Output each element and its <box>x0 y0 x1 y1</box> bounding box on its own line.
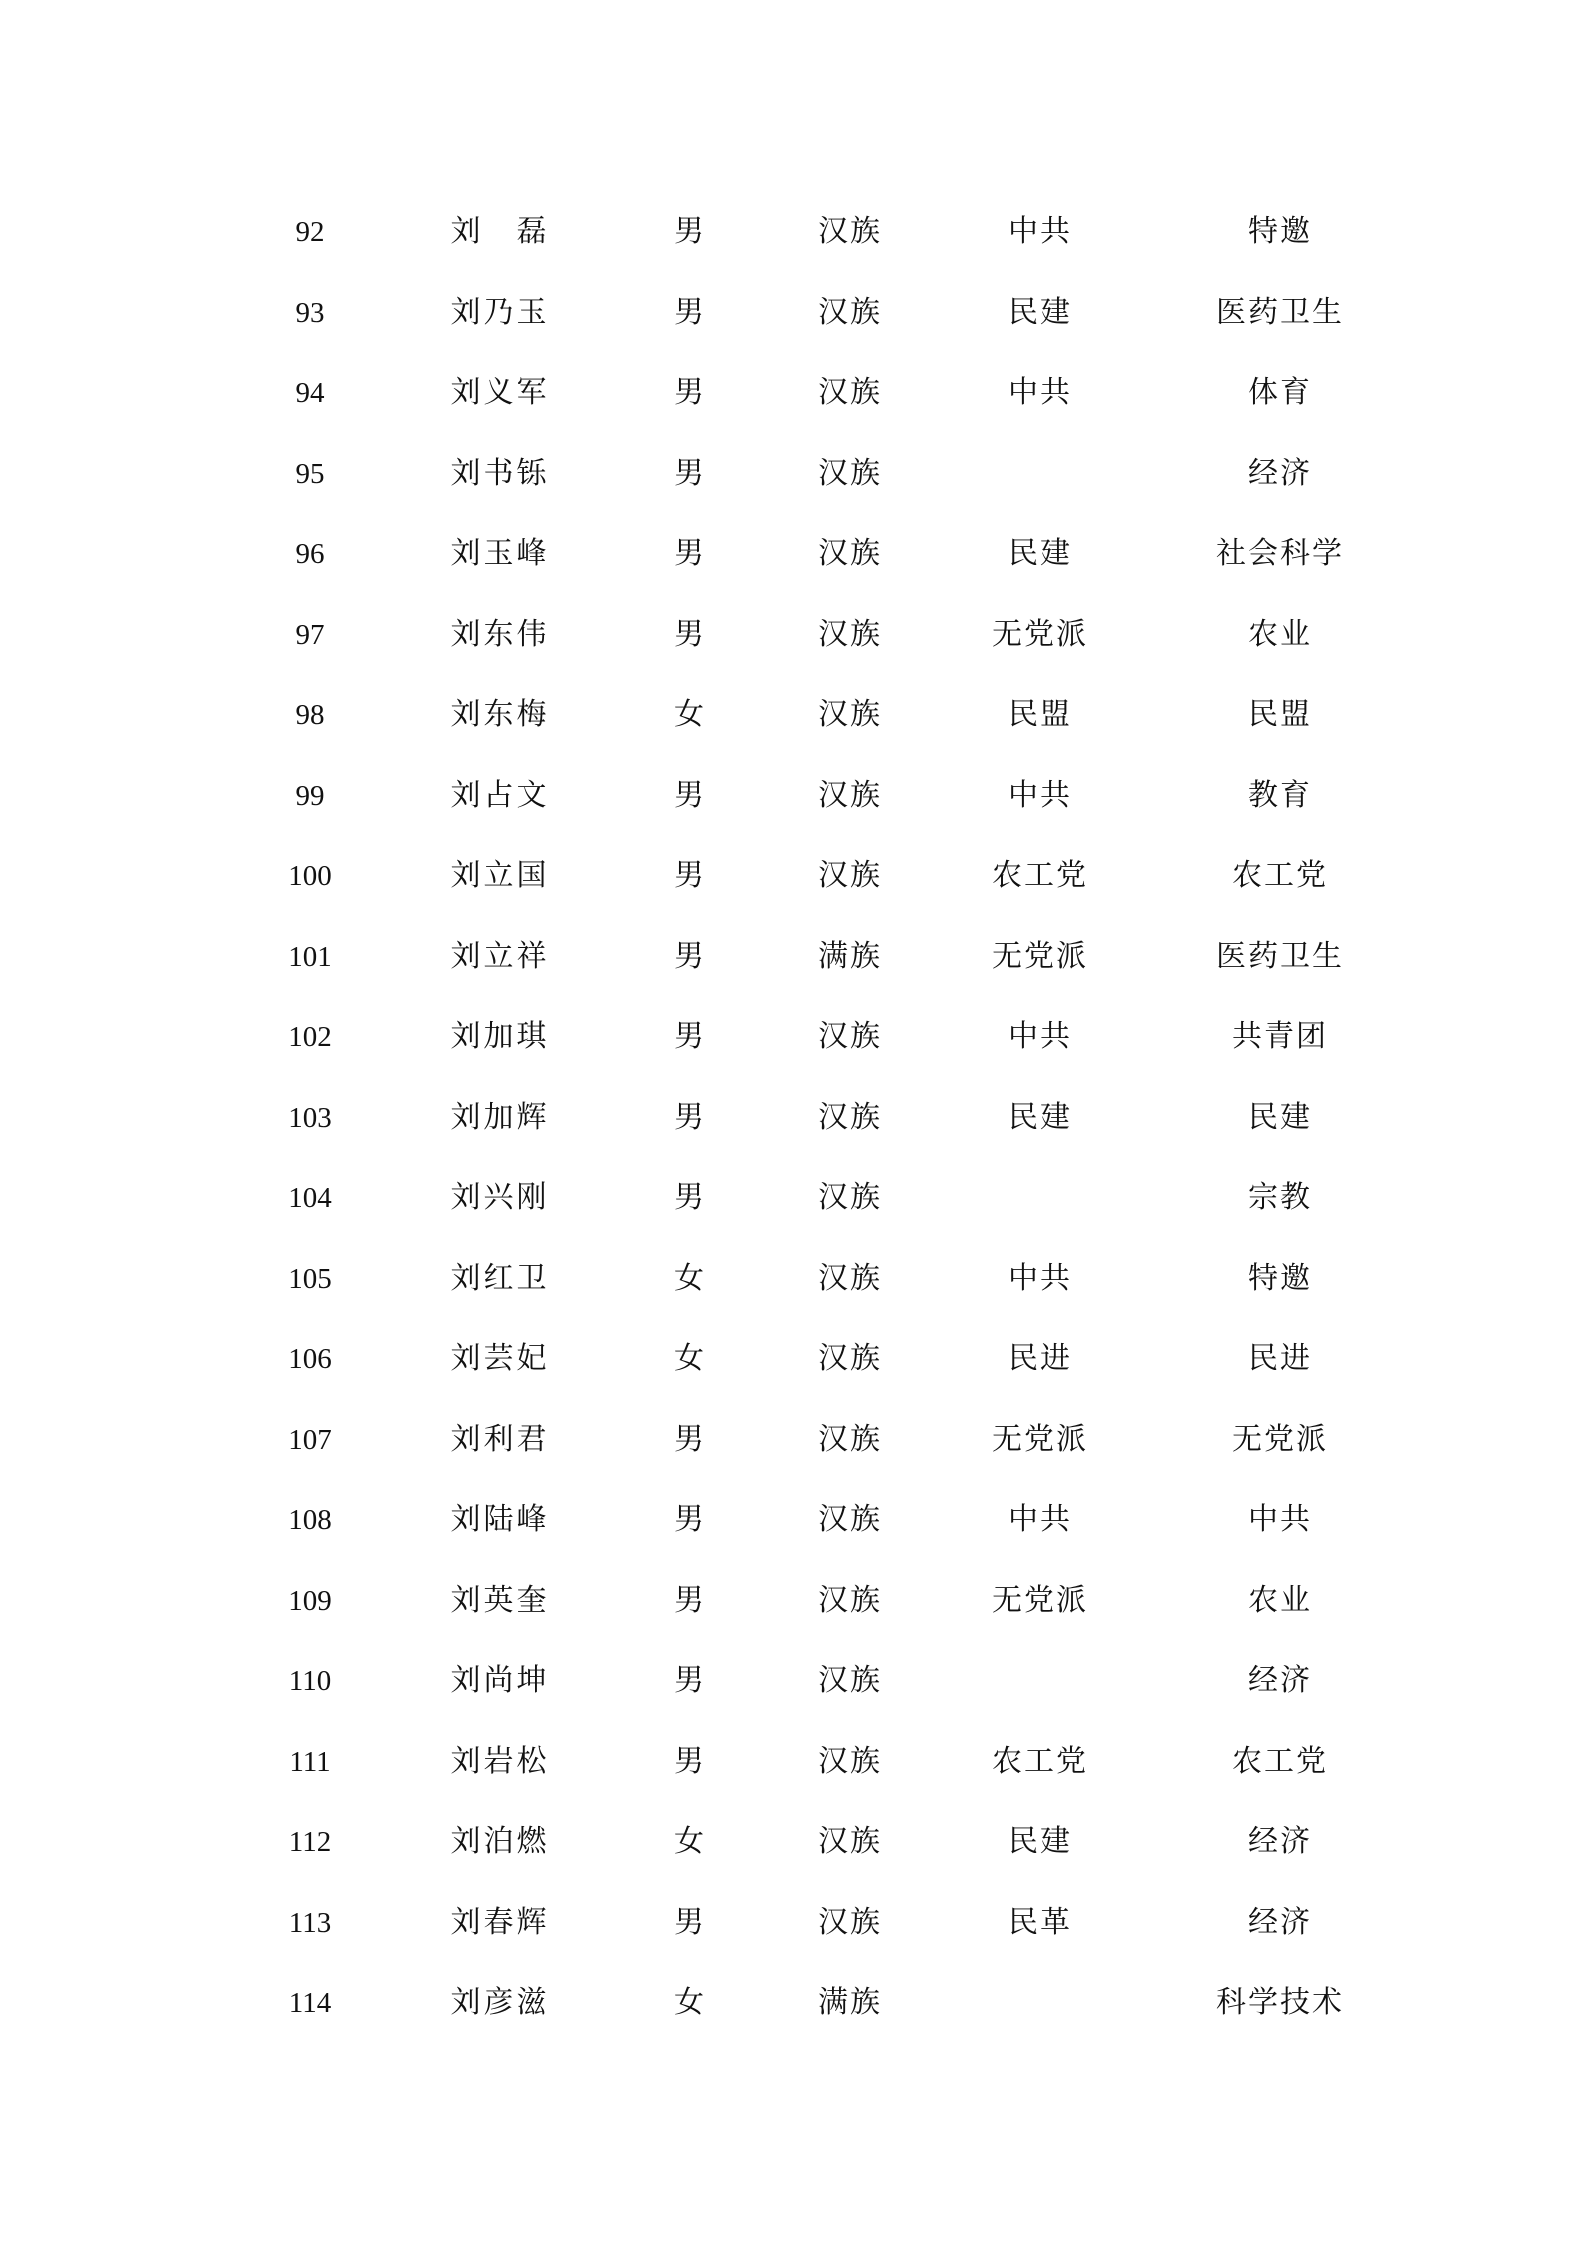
table-row <box>0 1963 1587 2044</box>
member-sector: 农业 <box>1248 616 1312 652</box>
table-row <box>0 514 1587 595</box>
member-ethnicity: 汉族 <box>818 455 882 491</box>
member-sector: 农工党 <box>1232 1743 1328 1779</box>
member-gender: 男 <box>674 214 706 249</box>
member-party <box>960 1158 1120 1239</box>
member-name: 刘英奎 <box>450 1582 550 1618</box>
member-sector: 民进 <box>1248 1341 1312 1376</box>
member-sector: 特邀 <box>1248 1260 1312 1296</box>
member-number: 104 <box>288 1182 332 1214</box>
member-number: 105 <box>288 1262 332 1295</box>
member-party: 民进 <box>1008 1341 1072 1376</box>
table-row <box>0 1722 1587 1803</box>
member-gender: 男 <box>674 455 706 491</box>
member-party: 农工党 <box>992 858 1088 893</box>
member-ethnicity: 汉族 <box>818 536 882 571</box>
table-row <box>0 756 1587 837</box>
member-party: 无党派 <box>992 1582 1088 1618</box>
member-sector: 教育 <box>1248 777 1312 813</box>
table-row <box>0 192 1587 273</box>
member-sector: 民盟 <box>1248 697 1312 732</box>
member-party <box>960 1641 1120 1722</box>
member-gender: 男 <box>674 1743 706 1779</box>
member-gender: 男 <box>674 1502 706 1537</box>
member-party: 民建 <box>1008 536 1072 571</box>
member-ethnicity: 汉族 <box>818 1904 882 1940</box>
member-name: 刘彦滋 <box>450 1985 550 2020</box>
member-number: 112 <box>288 1826 332 1858</box>
member-gender: 女 <box>674 1985 706 2020</box>
member-party: 中共 <box>1008 1502 1072 1537</box>
member-sector: 农工党 <box>1232 858 1328 893</box>
member-sector: 经济 <box>1248 1904 1312 1940</box>
member-ethnicity: 汉族 <box>818 1421 882 1457</box>
member-gender: 女 <box>674 697 706 732</box>
member-name: 刘东伟 <box>450 616 550 652</box>
member-number: 99 <box>295 779 325 812</box>
member-gender: 男 <box>674 375 706 410</box>
member-name: 刘东梅 <box>450 697 550 732</box>
member-ethnicity: 汉族 <box>818 697 882 732</box>
member-number: 97 <box>295 618 325 651</box>
member-gender: 男 <box>674 1904 706 1940</box>
member-ethnicity: 满族 <box>818 1985 882 2020</box>
member-gender: 男 <box>674 616 706 652</box>
member-party: 农工党 <box>992 1743 1088 1779</box>
member-ethnicity: 汉族 <box>818 858 882 893</box>
member-gender: 男 <box>674 1663 706 1698</box>
member-number: 101 <box>288 940 332 973</box>
table-row <box>0 1480 1587 1561</box>
member-gender: 男 <box>674 1019 706 1054</box>
member-name: 刘尚坤 <box>450 1663 550 1698</box>
table-row <box>0 353 1587 434</box>
member-number: 103 <box>288 1101 332 1134</box>
member-number: 110 <box>288 1665 332 1697</box>
member-name: 刘 磊 <box>450 214 550 249</box>
member-sector: 经济 <box>1248 455 1312 491</box>
member-party: 民盟 <box>1008 697 1072 732</box>
member-number: 100 <box>288 860 332 892</box>
member-ethnicity: 汉族 <box>818 1743 882 1779</box>
member-name: 刘红卫 <box>450 1260 550 1296</box>
table-row <box>0 1319 1587 1400</box>
member-party: 民建 <box>1008 1824 1072 1859</box>
member-number: 93 <box>295 296 325 329</box>
member-sector: 中共 <box>1248 1502 1312 1537</box>
member-number: 114 <box>288 1987 332 2019</box>
table-row <box>0 1802 1587 1883</box>
member-sector: 特邀 <box>1248 214 1312 249</box>
member-gender: 男 <box>674 1180 706 1215</box>
member-sector: 宗教 <box>1248 1180 1312 1215</box>
member-gender: 男 <box>674 1421 706 1457</box>
member-sector: 医药卫生 <box>1216 294 1344 330</box>
member-name: 刘立祥 <box>450 938 550 974</box>
member-gender: 男 <box>674 1582 706 1618</box>
member-name: 刘乃玉 <box>450 294 550 330</box>
member-ethnicity: 汉族 <box>818 1582 882 1618</box>
member-sector: 医药卫生 <box>1216 938 1344 974</box>
member-number: 98 <box>295 699 325 731</box>
member-number: 94 <box>295 377 325 409</box>
member-ethnicity: 满族 <box>818 938 882 974</box>
member-name: 刘兴刚 <box>450 1180 550 1215</box>
member-party: 中共 <box>1008 375 1072 410</box>
member-gender: 女 <box>674 1824 706 1859</box>
member-roster <box>0 192 1587 2044</box>
member-number: 109 <box>288 1584 332 1617</box>
table-row <box>0 273 1587 354</box>
table-row <box>0 675 1587 756</box>
member-name: 刘占文 <box>450 777 550 813</box>
member-ethnicity: 汉族 <box>818 1260 882 1296</box>
member-party: 中共 <box>1008 1019 1072 1054</box>
member-name: 刘春辉 <box>450 1904 550 1940</box>
member-name: 刘玉峰 <box>450 536 550 571</box>
member-party: 中共 <box>1008 214 1072 249</box>
member-party: 民建 <box>1008 1099 1072 1135</box>
table-row <box>0 1078 1587 1159</box>
member-gender: 男 <box>674 938 706 974</box>
member-name: 刘加琪 <box>450 1019 550 1054</box>
member-number: 102 <box>288 1021 332 1053</box>
member-party: 无党派 <box>992 1421 1088 1457</box>
member-gender: 男 <box>674 294 706 330</box>
member-party: 无党派 <box>992 938 1088 974</box>
table-row <box>0 917 1587 998</box>
table-row <box>0 1158 1587 1239</box>
member-name: 刘陆峰 <box>450 1502 550 1537</box>
member-gender: 女 <box>674 1341 706 1376</box>
member-gender: 男 <box>674 536 706 571</box>
member-ethnicity: 汉族 <box>818 1099 882 1135</box>
table-row <box>0 595 1587 676</box>
member-party: 中共 <box>1008 1260 1072 1296</box>
member-name: 刘芸妃 <box>450 1341 550 1376</box>
member-sector: 无党派 <box>1232 1421 1328 1457</box>
member-sector: 农业 <box>1248 1582 1312 1618</box>
member-party: 民建 <box>1008 294 1072 330</box>
member-ethnicity: 汉族 <box>818 1341 882 1376</box>
member-sector: 体育 <box>1248 375 1312 410</box>
member-name: 刘立国 <box>450 858 550 893</box>
member-sector: 社会科学 <box>1216 536 1344 571</box>
table-row <box>0 1883 1587 1964</box>
member-gender: 男 <box>674 1099 706 1135</box>
member-sector: 科学技术 <box>1216 1985 1344 2020</box>
member-gender: 女 <box>674 1260 706 1296</box>
member-ethnicity: 汉族 <box>818 1502 882 1537</box>
member-name: 刘义军 <box>450 375 550 410</box>
member-name: 刘加辉 <box>450 1099 550 1135</box>
member-number: 107 <box>288 1423 332 1456</box>
member-ethnicity: 汉族 <box>818 1663 882 1698</box>
member-sector: 经济 <box>1248 1824 1312 1859</box>
member-ethnicity: 汉族 <box>818 1824 882 1859</box>
member-number: 95 <box>295 457 325 490</box>
member-ethnicity: 汉族 <box>818 214 882 249</box>
member-sector: 共青团 <box>1232 1019 1328 1054</box>
member-number: 113 <box>288 1906 332 1939</box>
table-row <box>0 836 1587 917</box>
member-sector: 经济 <box>1248 1663 1312 1698</box>
member-party: 中共 <box>1008 777 1072 813</box>
member-party <box>960 1963 1120 2044</box>
table-row <box>0 1239 1587 1320</box>
member-number: 111 <box>289 1745 331 1778</box>
member-gender: 男 <box>674 777 706 813</box>
table-row <box>0 997 1587 1078</box>
member-ethnicity: 汉族 <box>818 375 882 410</box>
member-party: 无党派 <box>992 616 1088 652</box>
member-name: 刘岩松 <box>450 1743 550 1779</box>
member-ethnicity: 汉族 <box>818 294 882 330</box>
member-gender: 男 <box>674 858 706 893</box>
member-ethnicity: 汉族 <box>818 616 882 652</box>
member-ethnicity: 汉族 <box>818 777 882 813</box>
member-ethnicity: 汉族 <box>818 1180 882 1215</box>
member-number: 106 <box>288 1343 332 1375</box>
member-number: 92 <box>295 216 325 248</box>
member-party: 民革 <box>1008 1904 1072 1940</box>
member-number: 96 <box>295 538 325 570</box>
table-row <box>0 434 1587 515</box>
member-sector: 民建 <box>1248 1099 1312 1135</box>
table-row <box>0 1561 1587 1642</box>
member-ethnicity: 汉族 <box>818 1019 882 1054</box>
member-name: 刘利君 <box>450 1421 550 1457</box>
member-name: 刘书铄 <box>450 455 550 491</box>
member-name: 刘泊燃 <box>450 1824 550 1859</box>
table-row <box>0 1400 1587 1481</box>
table-row <box>0 1641 1587 1722</box>
member-number: 108 <box>288 1504 332 1536</box>
member-party <box>960 434 1120 515</box>
